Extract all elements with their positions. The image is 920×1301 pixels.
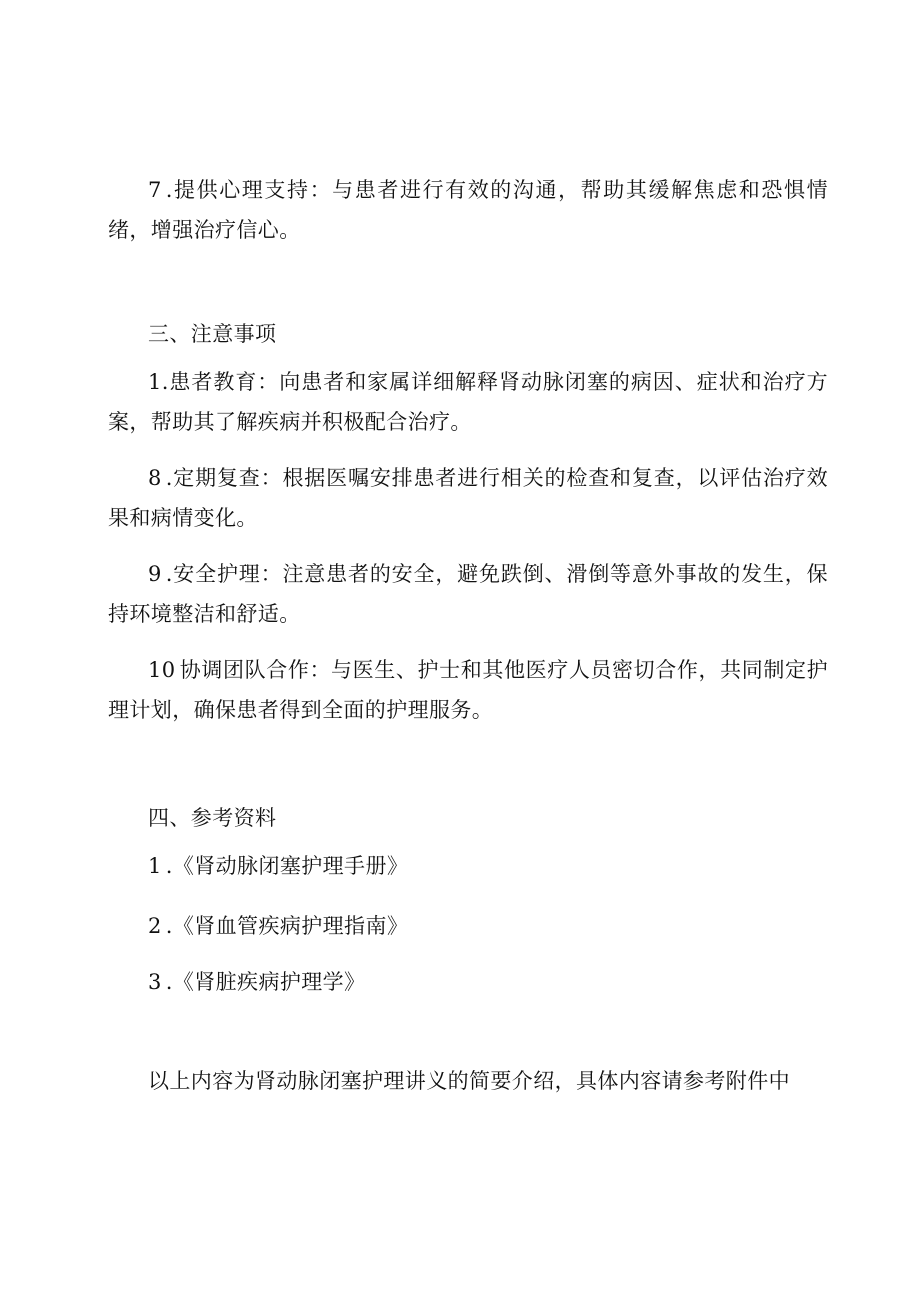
reference-item-1 [108,846,828,886]
section-heading-precautions: 三、注意事项 [148,322,277,346]
item-text: 患者教育：向患者和家属详细解释肾动脉闭塞的病因、症状和治疗方案，帮助其了解疾病并积极配合治疗。 [108,370,828,434]
paragraph-item-7 [108,170,828,250]
item-text: .《肾脏疾病护理学》 [165,970,366,994]
closing-paragraph: 以上内容为肾动脉闭塞护理讲义的简要介绍，具体内容请参考附件中 [148,1069,790,1093]
item-text: .安全护理：注意患者的安全，避免跌倒、滑倒等意外事故的发生，保持环境整洁和舒适。 [108,562,828,626]
item-number: 9 [148,562,162,586]
paragraph-item-8 [108,458,828,538]
item-number: 10 [148,658,176,682]
reference-item-3 [108,962,828,1002]
paragraph-item-9 [108,554,828,634]
item-number: 8 [148,466,162,490]
item-text: .提供心理支持：与患者进行有效的沟通，帮助其缓解焦虑和恐惧情绪，增强治疗信心。 [108,178,828,242]
item-number: 3 [148,970,162,994]
item-text: .《肾动脉闭塞护理手册》 [165,854,409,878]
reference-item-2 [108,906,828,946]
item-number: 7 [148,178,162,202]
item-number: 2 [148,914,162,938]
paragraph-patient-education [108,362,828,442]
item-text: .《肾血管疾病护理指南》 [165,914,409,938]
item-number: 1. [148,370,169,394]
item-text: .定期复查：根据医嘱安排患者进行相关的检查和复查，以评估治疗效果和病情变化。 [108,466,828,530]
paragraph-item-10 [108,650,828,730]
section-heading-references: 四、参考资料 [148,806,277,830]
item-text: 协调团队合作：与医生、护士和其他医疗人员密切合作，共同制定护理计划，确保患者得到全面的护理服务。 [108,658,828,722]
item-number: 1 [148,854,162,878]
